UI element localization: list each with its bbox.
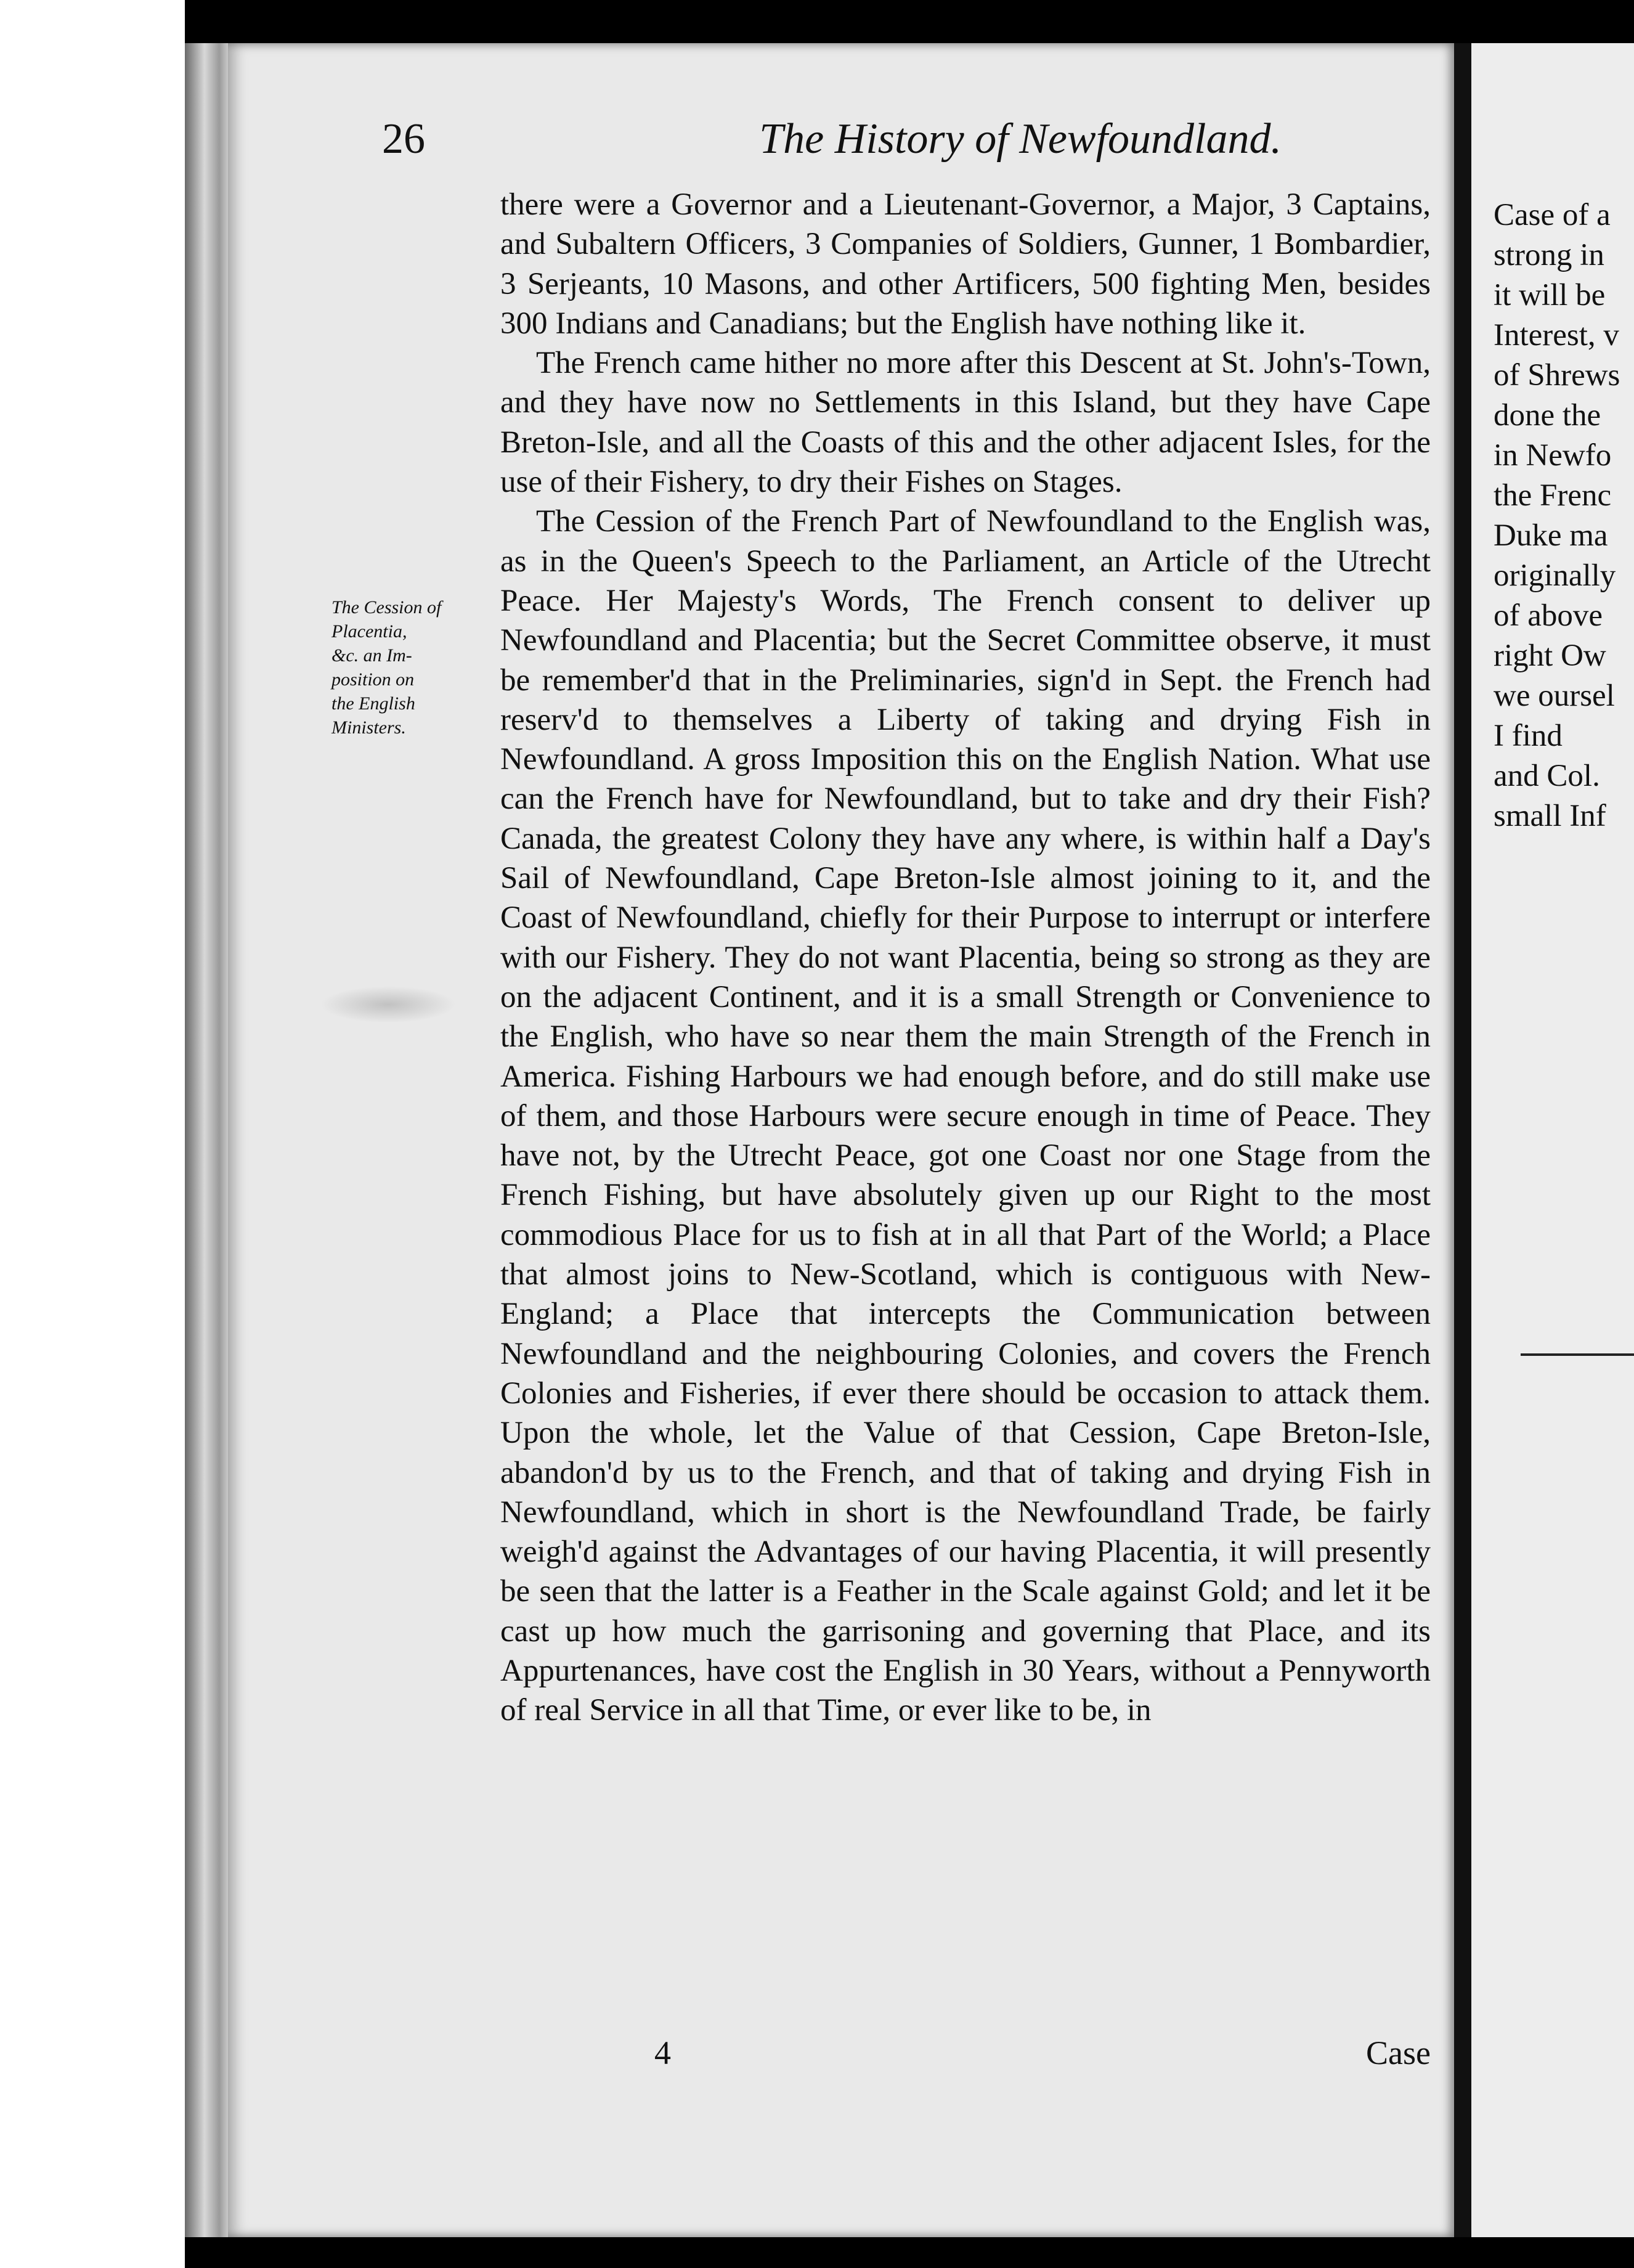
facing-page xyxy=(1471,43,1634,2237)
margin-note-line: Ministers. xyxy=(331,717,406,738)
body-text xyxy=(500,185,1431,1731)
facing-page-line: originally xyxy=(1494,558,1616,593)
facing-page-line: of Shrews xyxy=(1494,358,1620,393)
paragraph: there were a Governor and a Lieutenant-Governor, a Major, 3 Captains, and Subaltern Officers, 3 Companies of Soldiers, Gunner, 1 Bombardier, 3 Serjeants, 10 Masons, and other Artificers, 500 fighting Men, besides 300 Indians and Canadians; but the English have nothing like it. xyxy=(500,187,1431,341)
margin-note-line: The Cession of xyxy=(331,597,442,618)
facing-page-line: right Ow xyxy=(1494,638,1606,673)
margin-note-line: the English xyxy=(331,693,415,714)
page-number: 26 xyxy=(382,115,425,163)
facing-page-line: done the xyxy=(1494,398,1601,433)
facing-page-line: of above xyxy=(1494,598,1603,633)
facing-page-line: strong in xyxy=(1494,238,1604,272)
catchword: Case xyxy=(1366,2034,1431,2071)
facing-page-line: Case of a xyxy=(1494,198,1611,232)
paragraph: The French came hither no more after this Descent at St. John's-Town, and they have now no Settlements in this Island, but they have Cape Breton-Isle, and all the Coasts of this and the other adjacent Isles, for the use of their Fishery, to dry their Fishes on Stages. xyxy=(500,346,1431,500)
book-gutter xyxy=(1454,43,1471,2237)
facing-page-line: I find xyxy=(1494,719,1563,753)
page-footer xyxy=(500,2034,1431,2077)
facing-page-line: Interest, v xyxy=(1494,318,1619,353)
facing-page-line: in Newfo xyxy=(1494,438,1612,473)
page-edge xyxy=(185,43,234,2237)
facing-page-line: Duke ma xyxy=(1494,518,1608,553)
scan-margin xyxy=(0,0,185,2268)
facing-page-line: and Col. xyxy=(1494,759,1600,793)
facing-page-line: the Frenc xyxy=(1494,478,1612,513)
paragraph: The Cession of the French Part of Newfoundland to the English was, as in the Queen's Speech to the Parliament, an Article of the Utrecht Peace. Her Majesty's Words, The French consent to deliver up Newfoundland and Placentia; but the Secret Committee observe, it must be remember'd that in the Preliminaries, sign'd in Sept. the French had reserv'd to themselves a Liberty of taking and drying Fish in Newfoundland. A gross Imposition this on the English Nation. What use can the French have for Newfoundland, but to take and dry their Fish? Canada, the greatest Colony they have any where, is within half a Day's Sail of Newfoundland, Cape Breton-Isle almost joining to it, and the Coast of Newfoundland, chiefly for their Purpose to interrupt or interfere with our Fishery. They do not want Placentia, being so strong as they are on the adjacent Continent, and it is a small Strength or Convenience to the English, who have so near them the main Strength of the French in America. Fishing Harbours we had enough before, and do still make use of them, and those Harbours were secure enough in time of Peace. They have not, by the Utrecht Peace, got one Coast nor one Stage from the French Fishing, but have absolutely given up our Right to the most commodious Place for us to fish at in all that Part of the World; a Place that almost joins to New-Scotland, which is contiguous with New-England; a Place that intercepts the Communication between Newfoundland and the neighbouring Colonies, and covers the French Colonies and Fisheries, if ever there should be occasion to attack them. Upon the whole, let the Value of that Cession, Cape Breton-Isle, abandon'd by us to the French, and that of taking and drying Fish in Newfoundland, which in short is the Newfoundland Trade, be fairly weigh'd against the Advantages of our having Placentia, it will presently be seen that the latter is a Feather in the Scale against Gold; and let it be cast up how much the garrisoning and governing that Place, and its Appurtenances, have cost the English in 30 Years, without a Pennyworth of real Service in all that Time, or ever like to be, in xyxy=(500,504,1431,1728)
facing-page-line: it will be xyxy=(1494,278,1606,312)
facing-page-line: we oursel xyxy=(1494,679,1615,713)
section-rule xyxy=(1521,1353,1634,1356)
page-header xyxy=(382,115,1282,182)
margin-note-line: Placentia, xyxy=(331,621,407,642)
running-title: The History of Newfoundland. xyxy=(759,115,1282,163)
margin-note-line: &c. an Im- xyxy=(331,645,412,666)
margin-note xyxy=(331,595,498,740)
facing-page-line: small Inf xyxy=(1494,799,1606,833)
ink-smudge xyxy=(320,986,456,1023)
signature-mark: 4 xyxy=(654,2034,671,2071)
margin-note-line: position on xyxy=(331,669,415,690)
